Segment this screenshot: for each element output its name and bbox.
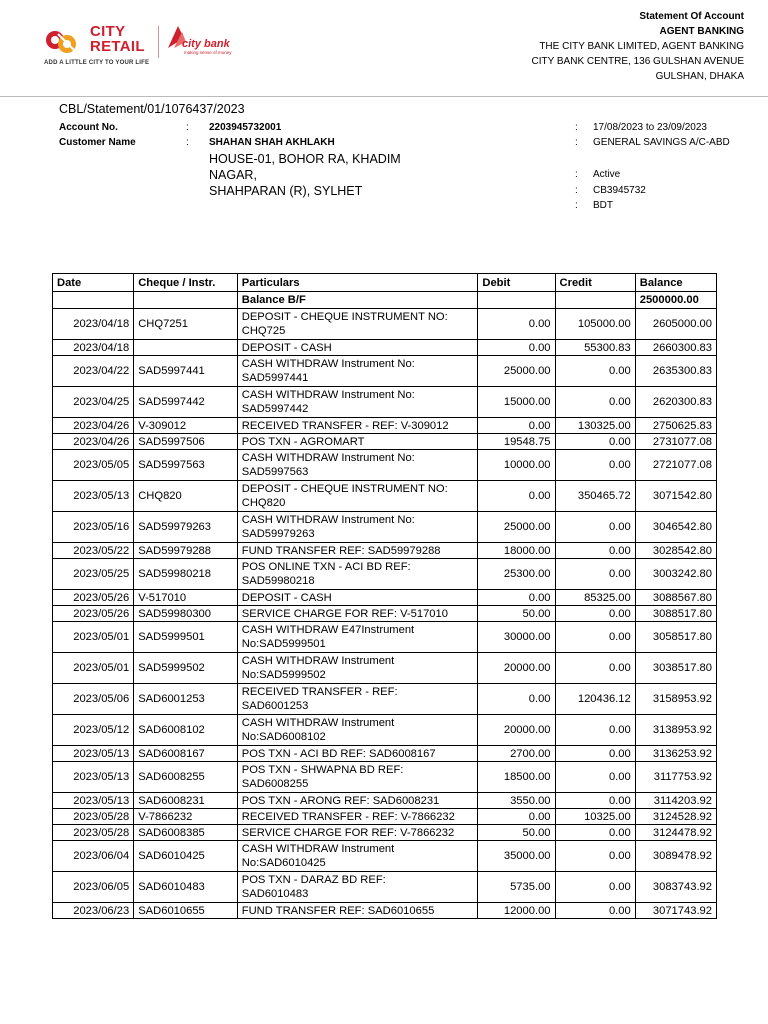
cell-particulars — [237, 559, 478, 590]
cell-debit: 10000.00 — [478, 450, 555, 481]
statement-title: Statement Of Account — [639, 11, 744, 22]
cell-particulars — [237, 746, 478, 762]
cell-credit: 120436.12 — [555, 684, 635, 715]
cell-credit: 0.00 — [555, 825, 635, 841]
separator: : — [186, 122, 189, 133]
particulars-line: No:SAD5999502 — [241, 669, 326, 681]
cell-credit: 350465.72 — [555, 481, 635, 512]
cell-date: 2023/05/01 — [53, 653, 134, 684]
particulars-line: SAD6008255 — [241, 778, 309, 790]
cell-balance: 3136253.92 — [635, 746, 716, 762]
column-header-balance: Balance — [635, 274, 716, 292]
particulars-line: SERVICE CHARGE FOR REF: V-517010 — [241, 607, 448, 620]
cell-balance: 3124478.92 — [635, 825, 716, 841]
cell-credit: 0.00 — [555, 793, 635, 809]
separator: : — [575, 200, 578, 211]
cell-particulars — [237, 606, 478, 622]
cell-credit: 0.00 — [555, 841, 635, 872]
cell-credit: 85325.00 — [555, 590, 635, 606]
table-row — [53, 418, 717, 434]
cell-cheque: SAD5997506 — [134, 434, 238, 450]
cell-cheque: SAD6010425 — [134, 841, 238, 872]
separator: : — [575, 185, 578, 196]
cell-balance: 2635300.83 — [635, 356, 716, 387]
cell-particulars — [237, 762, 478, 793]
cell-balance: 3117753.92 — [635, 762, 716, 793]
cell-credit: 0.00 — [555, 872, 635, 903]
particulars-line: CASH WITHDRAW Instrument No: — [241, 452, 415, 464]
table-row — [53, 559, 717, 590]
cell-particulars — [237, 450, 478, 481]
cell-balance: 3028542.80 — [635, 543, 716, 559]
table-row — [53, 481, 717, 512]
particulars-line: CHQ725 — [241, 325, 286, 337]
cell-particulars — [237, 512, 478, 543]
particulars-line: POS TXN - ARONG REF: SAD6008231 — [241, 794, 440, 807]
table-row — [53, 606, 717, 622]
cell-particulars — [237, 793, 478, 809]
cell-balance: 3089478.92 — [635, 841, 716, 872]
particulars-line: CASH WITHDRAW Instrument No: — [241, 514, 415, 526]
cell-balance: 3046542.80 — [635, 512, 716, 543]
cell-balance: 3088567.80 — [635, 590, 716, 606]
city-retail-tagline: ADD A LITTLE CITY TO YOUR LIFE — [44, 60, 150, 66]
cell-particulars — [237, 809, 478, 825]
cell-balance: 3003242.80 — [635, 559, 716, 590]
particulars-line: No:SAD5999501 — [241, 638, 326, 650]
statement-reference: CBL/Statement/01/1076437/2023 — [59, 102, 245, 116]
table-row — [53, 622, 717, 653]
cell-cheque: SAD59980300 — [134, 606, 238, 622]
table-row — [53, 590, 717, 606]
column-header-particulars: Particulars — [237, 274, 478, 292]
cell-debit: 0.00 — [478, 340, 555, 356]
cell-credit: 0.00 — [555, 606, 635, 622]
cell-date: 2023/05/26 — [53, 590, 134, 606]
cell-cheque: SAD59979263 — [134, 512, 238, 543]
cell-credit: 0.00 — [555, 450, 635, 481]
customer-address-line: SHAHPARAN (R), SYLHET — [209, 184, 363, 198]
cell-balance: 3083743.92 — [635, 872, 716, 903]
city-retail-logo — [44, 24, 264, 70]
table-header-row — [53, 274, 717, 292]
table-row — [53, 746, 717, 762]
transactions-table — [52, 273, 717, 919]
account-no-value: 2203945732001 — [209, 122, 282, 133]
cell-balance: 3114203.92 — [635, 793, 716, 809]
cell-debit: 0.00 — [478, 309, 555, 340]
cell-date: 2023/04/22 — [53, 356, 134, 387]
particulars-line: SAD5997442 — [241, 403, 309, 415]
cell-debit: 20000.00 — [478, 715, 555, 746]
cell-cheque: SAD6008231 — [134, 793, 238, 809]
particulars-line: CASH WITHDRAW Instrument No: — [241, 358, 415, 370]
cell-particulars — [237, 715, 478, 746]
bank-address-line: GULSHAN, DHAKA — [655, 71, 744, 82]
table-row — [53, 684, 717, 715]
particulars-line: SERVICE CHARGE FOR REF: V-7866232 — [241, 826, 455, 839]
balance-bf-label: Balance B/F — [237, 292, 478, 309]
cell-debit: 0.00 — [478, 684, 555, 715]
product-name-value: GENERAL SAVINGS A/C-ABD — [593, 137, 730, 148]
cell-balance: 3124528.92 — [635, 809, 716, 825]
cell-credit: 0.00 — [555, 387, 635, 418]
cell-date: 2023/05/13 — [53, 762, 134, 793]
cell-balance: 3071542.80 — [635, 481, 716, 512]
cell-date: 2023/06/05 — [53, 872, 134, 903]
cell-credit: 0.00 — [555, 903, 635, 919]
particulars-line: SAD5997563 — [241, 466, 309, 478]
cell-credit: 10325.00 — [555, 809, 635, 825]
cell-cheque: SAD5997442 — [134, 387, 238, 418]
cell-date: 2023/06/23 — [53, 903, 134, 919]
table-row — [53, 387, 717, 418]
customer-address-line: NAGAR, — [209, 168, 257, 182]
cell-debit: 18000.00 — [478, 543, 555, 559]
cell-debit: 2700.00 — [478, 746, 555, 762]
cell-date: 2023/05/28 — [53, 809, 134, 825]
cell-date: 2023/05/28 — [53, 825, 134, 841]
account-no-label: Account No. — [59, 122, 118, 133]
cell-date: 2023/05/01 — [53, 622, 134, 653]
table-row — [53, 762, 717, 793]
particulars-line: SAD59980218 — [241, 575, 315, 587]
cell-particulars — [237, 590, 478, 606]
cell-cheque: SAD5999502 — [134, 653, 238, 684]
cell-credit: 130325.00 — [555, 418, 635, 434]
particulars-line: POS TXN - DARAZ BD REF: — [241, 874, 386, 886]
cell-debit: 18500.00 — [478, 762, 555, 793]
separator: : — [575, 169, 578, 180]
table-row — [53, 809, 717, 825]
cell-cheque: V-7866232 — [134, 809, 238, 825]
cell-particulars — [237, 684, 478, 715]
cell-credit: 0.00 — [555, 434, 635, 450]
cell-balance: 2605000.00 — [635, 309, 716, 340]
cell-debit: 0.00 — [478, 590, 555, 606]
particulars-line: CASH WITHDRAW E47Instrument — [241, 624, 415, 636]
particulars-line: FUND TRANSFER REF: SAD59979288 — [241, 544, 441, 557]
statement-subtitle: AGENT BANKING — [659, 26, 744, 37]
column-header-debit: Debit — [478, 274, 555, 292]
cell-credit: 55300.83 — [555, 340, 635, 356]
cell-particulars — [237, 387, 478, 418]
cell-cheque: SAD6008167 — [134, 746, 238, 762]
cell-balance: 3138953.92 — [635, 715, 716, 746]
cell-credit: 0.00 — [555, 653, 635, 684]
cell-balance: 2721077.08 — [635, 450, 716, 481]
particulars-line: CASH WITHDRAW Instrument — [241, 717, 395, 729]
cell-cheque: SAD6008102 — [134, 715, 238, 746]
cell-particulars — [237, 340, 478, 356]
cell-debit: 5735.00 — [478, 872, 555, 903]
cell-date: 2023/04/25 — [53, 387, 134, 418]
cell-date: 2023/05/13 — [53, 793, 134, 809]
column-header-cheque: Cheque / Instr. — [134, 274, 238, 292]
particulars-line: CHQ820 — [241, 497, 286, 509]
cell-particulars — [237, 481, 478, 512]
cell-balance: 3088517.80 — [635, 606, 716, 622]
customer-address-line: HOUSE-01, BOHOR RA, KHADIM — [209, 152, 401, 166]
particulars-line: DEPOSIT - CASH — [241, 341, 332, 354]
cell-cheque: V-309012 — [134, 418, 238, 434]
cell-credit: 0.00 — [555, 746, 635, 762]
cell-date: 2023/05/05 — [53, 450, 134, 481]
cell-debit: 20000.00 — [478, 653, 555, 684]
cell-balance: 3071743.92 — [635, 903, 716, 919]
table-row — [53, 793, 717, 809]
cell-particulars — [237, 903, 478, 919]
table-row — [53, 512, 717, 543]
cell-date: 2023/05/25 — [53, 559, 134, 590]
cell-credit: 0.00 — [555, 512, 635, 543]
cell-balance: 2731077.08 — [635, 434, 716, 450]
table-row — [53, 872, 717, 903]
account-status-value: Active — [593, 169, 621, 180]
separator: : — [575, 137, 578, 148]
cell-cheque: V-517010 — [134, 590, 238, 606]
cell-cheque: SAD5999501 — [134, 622, 238, 653]
logo-divider — [158, 26, 159, 58]
table-row — [53, 543, 717, 559]
cell-debit: 25300.00 — [478, 559, 555, 590]
bank-address-line: CITY BANK CENTRE, 136 GULSHAN AVENUE — [531, 56, 744, 67]
particulars-line: POS ONLINE TXN - ACI BD REF: — [241, 561, 411, 573]
cell-balance: 2660300.83 — [635, 340, 716, 356]
cell-date: 2023/05/06 — [53, 684, 134, 715]
city-bank-tagline: making sense of money — [184, 50, 232, 55]
cell-balance: 2620300.83 — [635, 387, 716, 418]
balance-bf-value: 2500000.00 — [635, 292, 716, 309]
cell-credit: 0.00 — [555, 715, 635, 746]
cell-debit: 0.00 — [478, 809, 555, 825]
cell-debit: 3550.00 — [478, 793, 555, 809]
particulars-line: RECEIVED TRANSFER - REF: — [241, 686, 398, 698]
cell-particulars — [237, 434, 478, 450]
cell-credit: 0.00 — [555, 356, 635, 387]
cell-particulars — [237, 622, 478, 653]
cell-particulars — [237, 309, 478, 340]
particulars-line: POS TXN - ACI BD REF: SAD6008167 — [241, 747, 436, 760]
particulars-line: SAD6001253 — [241, 700, 309, 712]
cell-date: 2023/04/18 — [53, 340, 134, 356]
cell-particulars — [237, 841, 478, 872]
cell-particulars — [237, 543, 478, 559]
particulars-line: DEPOSIT - CHEQUE INSTRUMENT NO: — [241, 311, 448, 323]
table-row — [53, 340, 717, 356]
cell-debit: 50.00 — [478, 606, 555, 622]
column-header-date: Date — [53, 274, 134, 292]
table-row — [53, 309, 717, 340]
particulars-line: RECEIVED TRANSFER - REF: V-309012 — [241, 419, 449, 432]
cell-date: 2023/04/26 — [53, 434, 134, 450]
cell-debit: 12000.00 — [478, 903, 555, 919]
customer-id-value: CB3945732 — [593, 185, 646, 196]
cell-particulars — [237, 356, 478, 387]
particulars-line: CASH WITHDRAW Instrument — [241, 655, 395, 667]
particulars-line: DEPOSIT - CASH — [241, 591, 332, 604]
cell-debit: 30000.00 — [478, 622, 555, 653]
cell-debit: 0.00 — [478, 418, 555, 434]
table-row — [53, 450, 717, 481]
particulars-line: CASH WITHDRAW Instrument — [241, 843, 395, 855]
particulars-line: POS TXN - SHWAPNA BD REF: — [241, 764, 404, 776]
cell-particulars — [237, 825, 478, 841]
cell-cheque: SAD5997563 — [134, 450, 238, 481]
cell-debit: 15000.00 — [478, 387, 555, 418]
cell-cheque: SAD5997441 — [134, 356, 238, 387]
cell-date: 2023/05/16 — [53, 512, 134, 543]
table-row — [53, 903, 717, 919]
cell-cheque: SAD6008255 — [134, 762, 238, 793]
city-bank-wordmark: city bank — [182, 38, 230, 50]
cell-particulars — [237, 872, 478, 903]
particulars-line: POS TXN - AGROMART — [241, 435, 365, 448]
city-retail-swirl-icon — [44, 28, 80, 58]
cell-cheque: SAD6010483 — [134, 872, 238, 903]
city-retail-wordmark: CITY RETAIL — [90, 23, 145, 55]
particulars-line: SAD6010483 — [241, 888, 309, 900]
cell-date: 2023/05/22 — [53, 543, 134, 559]
cell-credit: 105000.00 — [555, 309, 635, 340]
particulars-line: CASH WITHDRAW Instrument No: — [241, 389, 415, 401]
cell-cheque: SAD6010655 — [134, 903, 238, 919]
cell-debit: 19548.75 — [478, 434, 555, 450]
table-row — [53, 825, 717, 841]
period-value: 17/08/2023 to 23/09/2023 — [593, 122, 707, 133]
cell-balance: 3158953.92 — [635, 684, 716, 715]
cell-credit: 0.00 — [555, 559, 635, 590]
cell-cheque: CHQ7251 — [134, 309, 238, 340]
cell-cheque: SAD6008385 — [134, 825, 238, 841]
balance-bf-row — [53, 292, 717, 309]
cell-date: 2023/04/26 — [53, 418, 134, 434]
cell-credit: 0.00 — [555, 622, 635, 653]
cell-cheque — [134, 340, 238, 356]
header-divider — [0, 96, 768, 97]
cell-date: 2023/05/13 — [53, 746, 134, 762]
currency-value: BDT — [593, 200, 613, 211]
cell-debit: 50.00 — [478, 825, 555, 841]
table-row — [53, 653, 717, 684]
cell-debit: 25000.00 — [478, 512, 555, 543]
separator: : — [186, 137, 189, 148]
particulars-line: SAD59979263 — [241, 528, 315, 540]
cell-credit: 0.00 — [555, 543, 635, 559]
cell-cheque: CHQ820 — [134, 481, 238, 512]
cell-cheque: SAD59979288 — [134, 543, 238, 559]
cell-balance: 3058517.80 — [635, 622, 716, 653]
cell-balance: 3038517.80 — [635, 653, 716, 684]
bank-address-line: THE CITY BANK LIMITED, AGENT BANKING — [539, 41, 744, 52]
table-row — [53, 841, 717, 872]
cell-particulars — [237, 418, 478, 434]
column-header-credit: Credit — [555, 274, 635, 292]
table-row — [53, 356, 717, 387]
cell-date: 2023/06/04 — [53, 841, 134, 872]
particulars-line: DEPOSIT - CHEQUE INSTRUMENT NO: — [241, 483, 448, 495]
cell-debit: 0.00 — [478, 481, 555, 512]
table-row — [53, 434, 717, 450]
customer-name-label: Customer Name — [59, 137, 136, 148]
cell-debit: 25000.00 — [478, 356, 555, 387]
particulars-line: No:SAD6010425 — [241, 857, 326, 869]
bank-header — [532, 9, 744, 84]
particulars-line: No:SAD6008102 — [241, 731, 326, 743]
cell-cheque: SAD59980218 — [134, 559, 238, 590]
particulars-line: RECEIVED TRANSFER - REF: V-7866232 — [241, 810, 455, 823]
table-row — [53, 715, 717, 746]
cell-date: 2023/05/13 — [53, 481, 134, 512]
cell-date: 2023/04/18 — [53, 309, 134, 340]
particulars-line: FUND TRANSFER REF: SAD6010655 — [241, 904, 435, 917]
cell-debit: 35000.00 — [478, 841, 555, 872]
cell-date: 2023/05/26 — [53, 606, 134, 622]
cell-date: 2023/05/12 — [53, 715, 134, 746]
particulars-line: SAD5997441 — [241, 372, 309, 384]
separator: : — [575, 122, 578, 133]
customer-name-value: SHAHAN SHAH AKHLAKH — [209, 137, 335, 148]
cell-credit: 0.00 — [555, 762, 635, 793]
cell-balance: 2750625.83 — [635, 418, 716, 434]
cell-particulars — [237, 653, 478, 684]
cell-cheque: SAD6001253 — [134, 684, 238, 715]
